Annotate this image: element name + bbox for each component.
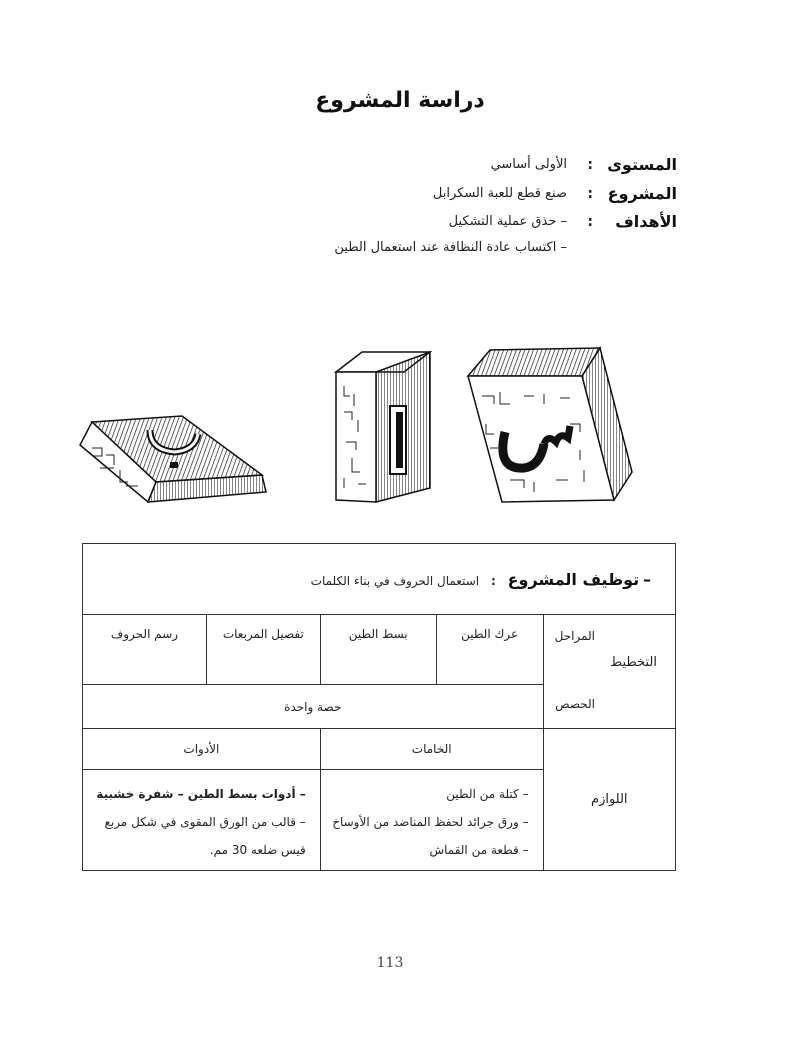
planning-header-cell xyxy=(543,615,675,729)
project-row xyxy=(417,184,677,204)
level-colon: : xyxy=(587,157,593,173)
project-planning-table xyxy=(82,543,676,871)
stage-cell: تفصيل المربعات xyxy=(206,615,320,685)
material-item: – قطعة من القماش xyxy=(429,843,529,857)
project-label: المشروع xyxy=(607,184,677,203)
sessions-value: حصة واحدة xyxy=(83,685,544,729)
stages-label: المراحل xyxy=(554,629,595,643)
usage-colon: : xyxy=(490,573,496,588)
page-number: 113 xyxy=(376,955,404,971)
usage-value: استعمال الحروف في بناء الكلمات xyxy=(310,573,480,588)
page-title: دراسة المشروع xyxy=(315,88,485,113)
needs-header-row xyxy=(83,729,676,770)
tool-item: – قالب من الورق المقوى في شكل مربع xyxy=(104,815,306,829)
material-item: – كتلة من الطين xyxy=(446,787,529,801)
project-value: صنع قطع للعبة السكرابل xyxy=(432,186,567,201)
materials-cell xyxy=(320,770,543,871)
clay-tile-alif-illustration xyxy=(330,350,440,510)
stages-row xyxy=(83,615,676,685)
objectives-row xyxy=(334,212,677,262)
clay-tile-ba-illustration xyxy=(70,400,290,510)
level-value: الأولى أساسي xyxy=(490,157,567,172)
usage-label: توظيف المشروع xyxy=(507,569,640,589)
usage-dash: – xyxy=(643,569,651,589)
usage-row xyxy=(83,544,676,615)
stage-cell: بسط الطين xyxy=(320,615,436,685)
material-item: – ورق جرائد لحفظ المناضد من الأوساخ xyxy=(332,815,529,829)
needs-label: اللوازم xyxy=(543,729,675,871)
planning-label: التخطيط xyxy=(610,655,657,670)
sessions-label: الحصص xyxy=(555,697,595,711)
objectives-label: الأهداف xyxy=(615,212,677,231)
usage-cell xyxy=(83,544,676,615)
stage-cell: رسم الحروف xyxy=(83,615,207,685)
tool-item: قيس ضلعه 30 مم. xyxy=(209,843,306,857)
level-row xyxy=(437,155,677,175)
project-colon: : xyxy=(587,186,593,202)
objective-item: – اكتساب عادة النظافة عند استعمال الطين xyxy=(334,240,567,255)
stage-cell: عرك الطين xyxy=(436,615,543,685)
materials-header: الخامات xyxy=(320,729,543,770)
objectives-colon: : xyxy=(587,214,593,230)
level-label: المستوى xyxy=(607,155,677,174)
objective-item: – حذق عملية التشكيل xyxy=(448,214,567,229)
clay-tile-sin-illustration xyxy=(460,340,640,510)
tools-header: الأدوات xyxy=(83,729,321,770)
tools-cell xyxy=(83,770,321,871)
tool-item: – أدوات بسط الطين – شفرة خشبية xyxy=(96,787,306,801)
